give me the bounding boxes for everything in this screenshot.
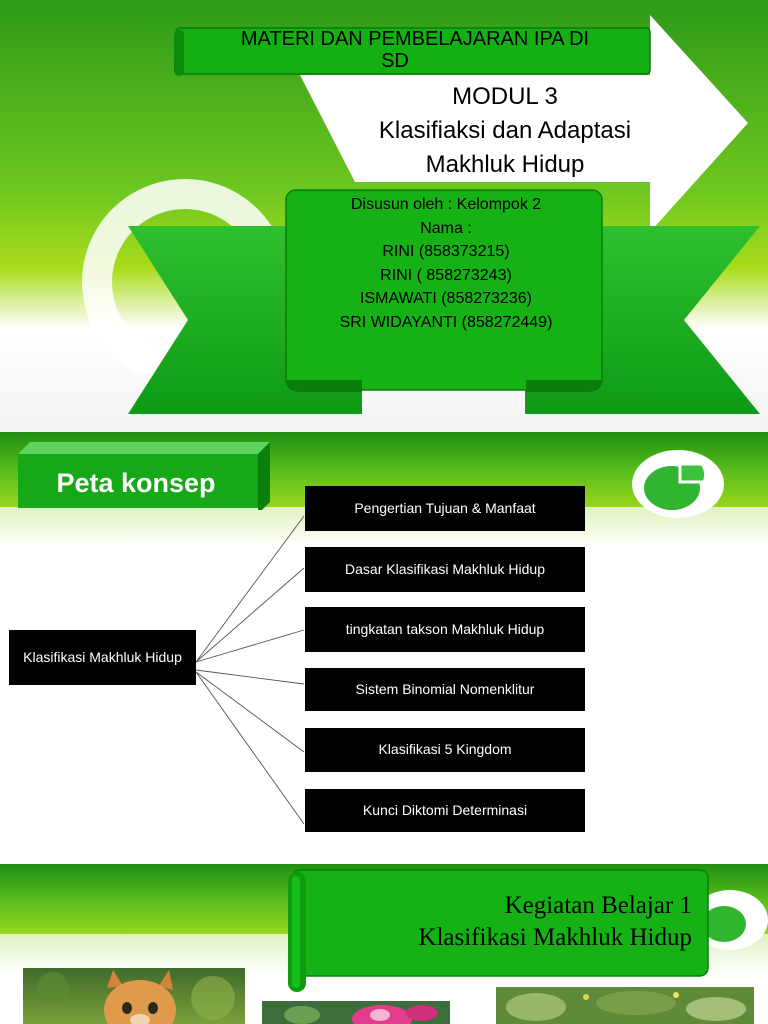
scroll-curl-right — [526, 380, 602, 392]
concept-map-slide — [0, 432, 768, 864]
lesson-title-line1: Kegiatan Belajar 1 — [504, 892, 692, 919]
flower-photo — [262, 1001, 450, 1024]
module-title — [345, 80, 665, 182]
concept-map-heading: Peta konsep — [56, 467, 216, 498]
header-title-line2: SD — [381, 50, 409, 72]
member-1: RINI (858373215) — [382, 243, 510, 260]
scroll-curl-left — [286, 380, 362, 392]
module-label: MODUL 3 — [452, 83, 558, 110]
cat-photo — [23, 968, 245, 1024]
lesson-slide — [0, 864, 768, 1024]
member-3: ISMAWATI (858273236) — [360, 290, 532, 307]
concept-branch-5: Klasifikasi 5 Kingdom — [305, 728, 585, 772]
header-title — [180, 26, 650, 70]
authors-block — [296, 193, 596, 334]
lesson-title — [320, 890, 692, 954]
composed-by-text: Disusun oleh : Kelompok 2 — [350, 196, 542, 213]
header-title-line1: MATERI DAN PEMBELAJARAN IPA DI — [240, 28, 590, 50]
title-slide — [0, 0, 768, 432]
module-title-line2: Makhluk Hidup — [425, 151, 585, 178]
concept-branch-1: Pengertian Tujuan & Manfaat — [305, 486, 585, 531]
concept-branch-6: Kunci Diktomi Determinasi — [305, 789, 585, 832]
concept-branch-4: Sistem Binomial Nomenklitur — [305, 668, 585, 711]
lesson-title-line2: Klasifikasi Makhluk Hidup — [418, 924, 692, 951]
member-2: RINI ( 858273243) — [380, 266, 512, 284]
grass-photo — [496, 987, 754, 1024]
name-label: Nama : — [420, 219, 472, 237]
concept-branch-3: tingkatan takson Makhluk Hidup — [305, 607, 585, 652]
concept-branch-2: Dasar Klasifikasi Makhluk Hidup — [305, 547, 585, 592]
member-4: SRI WIDAYANTI (858272449) — [339, 313, 553, 331]
module-title-line1: Klasifiaksi dan Adaptasi — [378, 117, 632, 144]
concept-root-node: Klasifikasi Makhluk Hidup — [9, 630, 196, 685]
